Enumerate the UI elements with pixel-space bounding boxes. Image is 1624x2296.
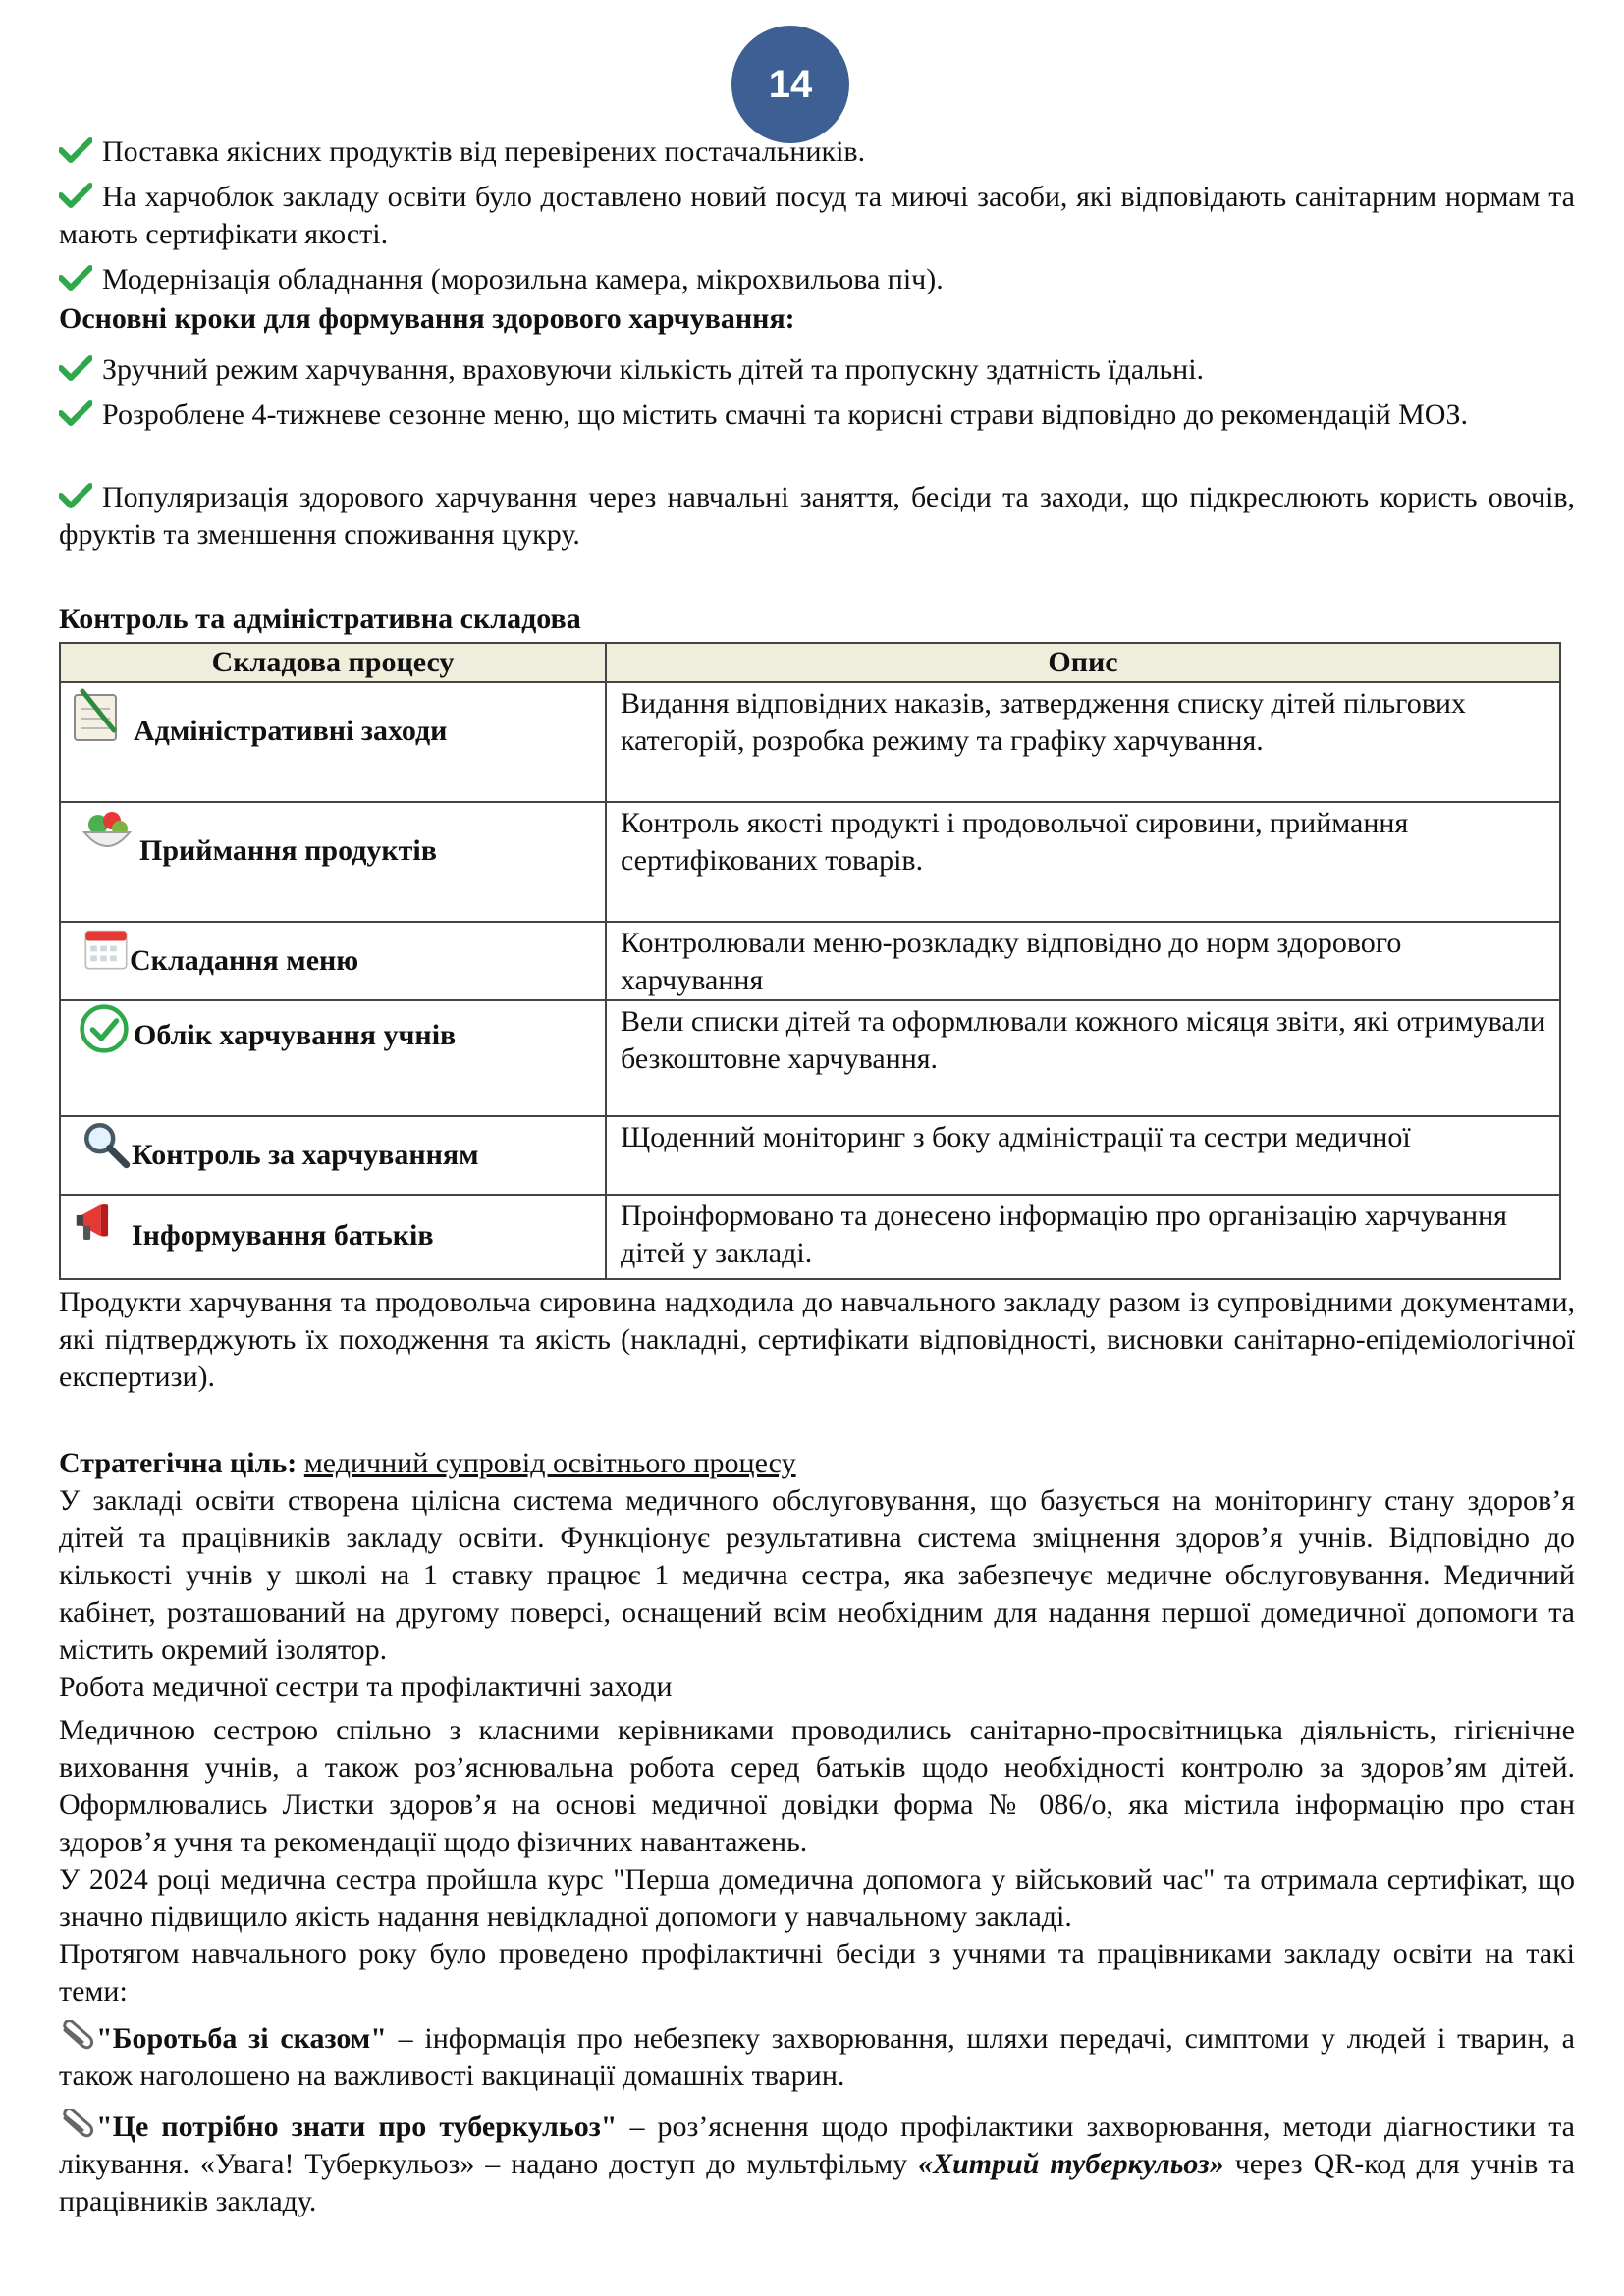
list-item: Модернізація обладнання (морозильна камера, мікрохвильова піч). xyxy=(59,261,1575,298)
section-heading: Основні кроки для формування здорового харчування: xyxy=(59,302,795,335)
list-item: Поставка якісних продуктів від перевірених постачальників. xyxy=(59,133,1575,171)
table-cell xyxy=(60,682,606,802)
table-header-row xyxy=(60,643,1560,682)
row-label: Адміністративні заходи xyxy=(134,715,448,747)
table-cell: Видання відповідних наказів, затвердження списку дітей пільгових категорій, розробка режиму та графіку харчування. xyxy=(606,682,1560,802)
list-item: Зручний режим харчування, враховуючи кількість дітей та пропускну здатність їдальні. xyxy=(59,351,1575,389)
paragraph: Продукти харчування та продовольча сировина надходила до навчального закладу разом із супровідними документами, які підтверджують їх походження та якість (накладні, сертифікати відповідності, висновки санітарно-епідеміологічної експертизи). xyxy=(59,1286,1575,1393)
megaphone-icon xyxy=(75,1198,126,1249)
magnifier-icon xyxy=(81,1119,132,1170)
check-icon xyxy=(59,183,92,208)
table-cell: Контроль якості продукті і продовольчої сировини, приймання сертифікованих товарів. xyxy=(606,802,1560,922)
paperclip-icon xyxy=(59,2020,94,2050)
table-cell xyxy=(60,802,606,922)
row-label: Приймання продуктів xyxy=(139,834,437,867)
check-icon xyxy=(59,483,92,508)
table-cell xyxy=(60,1116,606,1195)
table-cell: Вели списки дітей та оформлювали кожного місяця звіти, які отримували безкоштовне харчування. xyxy=(606,1000,1560,1116)
notepad-pen-icon xyxy=(69,687,126,744)
paperclip-icon xyxy=(59,2109,94,2138)
table-cell: Щоденний моніторинг з боку адміністрації та сестри медичної xyxy=(606,1116,1560,1195)
topic-item: "Це потрібно знати про туберкульоз" – роз’яснення щодо профілактики захворювання, методи діагностики та лікування. «Увага! Туберкульоз» – надано доступ до мультфільму «Хитрий туберкульоз» через QR-код для учнів та працівників закладу. xyxy=(59,2110,1575,2217)
table-cell xyxy=(60,922,606,1000)
check-circle-icon xyxy=(79,1003,130,1054)
check-icon xyxy=(59,400,92,426)
topic-item: "Боротьба зі сказом" – інформація про небезпеку захворювання, шляхи передачі, симптоми у людей і тварин, а також наголошено на важливості вакцинації домашніх тварин. xyxy=(59,2022,1575,2092)
subheading: Робота медичної сестри та профілактичні заходи xyxy=(59,1671,673,1703)
strategic-label: Стратегічна ціль: xyxy=(59,1447,298,1479)
paragraph: Протягом навчального року було проведено профілактичні бесіди з учнями та працівниками закладу освіти на такі теми: xyxy=(59,1938,1575,2007)
paragraph: У закладі освіти створена цілісна система медичного обслуговування, що базується на моніторингу стану здоров’я дітей та працівників закладу освіти. Функціонує результативна система зміцнення здоров’я учнів. Відповідно до кількості учнів у школі на 1 ставку працює 1 медична сестра, яка забезпечує медичне обслуговування. Медичний кабінет, розташований на другому поверсі, оснащений всім необхідним для надання першої домедичної допомоги та містить окремий ізолятор. xyxy=(59,1484,1575,1666)
table-row xyxy=(60,1195,1560,1279)
paragraph: У 2024 році медична сестра пройшла курс "Перша домедична допомога у військовий час" та отримала сертифікат, що значно підвищило якість надання невідкладної допомоги у навчальному закладі. xyxy=(59,1863,1575,1933)
table-row xyxy=(60,682,1560,802)
page-number-badge: 14 xyxy=(731,26,849,143)
table-cell: Контролювали меню-розкладку відповідно до норм здорового харчування xyxy=(606,922,1560,1000)
check-icon xyxy=(59,137,92,163)
list-item: На харчоблок закладу освіти було доставлено новий посуд та миючі засоби, які відповідають санітарним нормам та мають сертифікати якості. xyxy=(59,181,1575,250)
table-cell xyxy=(60,1000,606,1116)
check-icon xyxy=(59,265,92,291)
row-label: Облік харчування учнів xyxy=(134,1019,457,1051)
film-title: «Хитрий туберкульоз» xyxy=(918,2148,1224,2180)
table-row xyxy=(60,1116,1560,1195)
table-header-cell: Складова процесу xyxy=(60,643,606,682)
check-icon xyxy=(59,355,92,381)
control-table xyxy=(59,642,1561,1280)
table-cell xyxy=(60,1195,606,1279)
table-row xyxy=(60,922,1560,1000)
row-label: Контроль за харчуванням xyxy=(132,1139,479,1171)
salad-bowl-icon xyxy=(79,805,135,862)
table-row xyxy=(60,802,1560,922)
paragraph: Медичною сестрою спільно з класними керівниками проводились санітарно-просвітницька діяльність, гігієнічне виховання учнів, а також роз’яснювальна робота серед батьків щодо необхідності контролю за здоров’ям дітей. Оформлювались Листки здоров’я на основі медичної довідки форма № 086/о, яка містила інформацію про стан здоров’я учня та рекомендації щодо фізичних навантажень. xyxy=(59,1714,1575,1858)
list-item: Популяризація здорового харчування через навчальні заняття, бесіди та заходи, що підкреслюють користь овочів, фруктів та зменшення споживання цукру. xyxy=(59,481,1575,551)
row-label: Інформування батьків xyxy=(132,1219,434,1252)
list-item: Розроблене 4-тижневе сезонне меню, що містить смачні та корисні страви відповідно до рекомендацій МОЗ. xyxy=(59,397,1575,434)
table-heading: Контроль та адміністративна складова xyxy=(59,603,581,635)
calendar-icon xyxy=(82,925,130,972)
strategic-goal xyxy=(59,1445,1575,1482)
row-label: Складання меню xyxy=(130,944,359,977)
table-cell: Проінформовано та донесено інформацію про організацію харчування дітей у закладі. xyxy=(606,1195,1560,1279)
strategic-goal-text: медичний супровід освітнього процесу xyxy=(303,1447,796,1479)
table-row xyxy=(60,1000,1560,1116)
table-header-cell: Опис xyxy=(606,643,1560,682)
